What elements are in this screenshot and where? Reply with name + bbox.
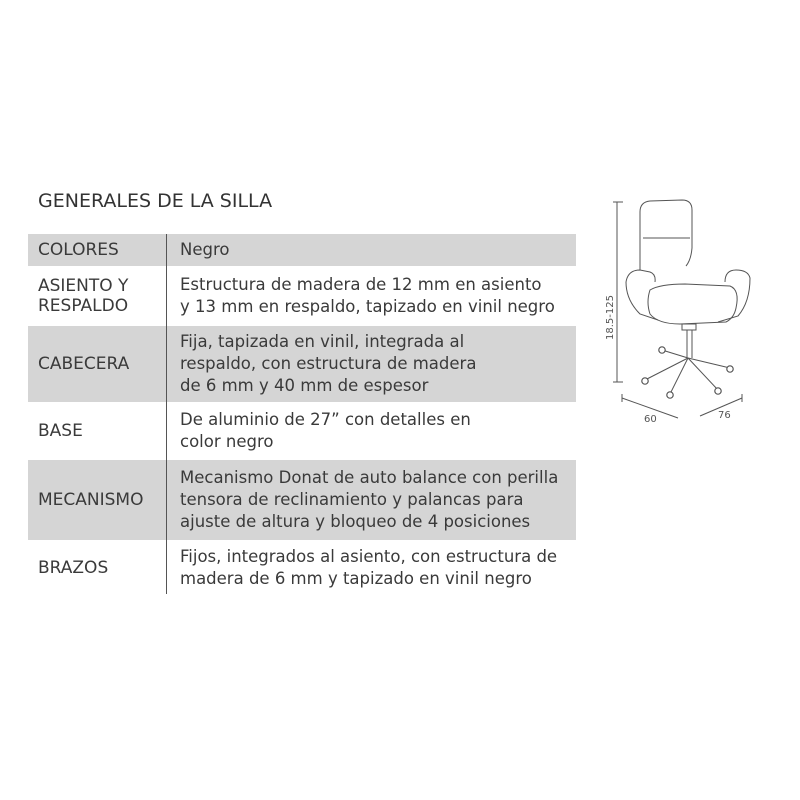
section-title: GENERALES DE LA SILLA bbox=[38, 190, 273, 212]
caster-wheel bbox=[642, 378, 648, 384]
spec-value: Fija, tapizada en vinil, integrada al respaldo, con estructura de madera de 6 mm y 40 mm de espesor bbox=[180, 332, 477, 395]
seat-outline bbox=[648, 284, 737, 324]
base-leg bbox=[645, 358, 688, 380]
left-arm-outline bbox=[626, 270, 655, 282]
spec-label: BASE bbox=[38, 421, 83, 441]
spec-row-colores bbox=[28, 234, 576, 266]
spec-row-base bbox=[28, 402, 576, 460]
spec-value: Mecanismo Donat de auto balance con perilla tensora de reclinamiento y palancas para ajuste de altura y bloqueo de 4 posiciones bbox=[180, 468, 559, 531]
spec-row-asiento bbox=[28, 266, 576, 326]
spec-row-mecanismo bbox=[28, 460, 576, 540]
chair-dimension-diagram bbox=[600, 190, 770, 440]
specs-table bbox=[28, 234, 576, 596]
spec-value: Negro bbox=[180, 240, 230, 259]
backrest-outline bbox=[640, 200, 692, 270]
spec-value: Fijos, integrados al asiento, con estructura de madera de 6 mm y tapizado en vinil negro bbox=[180, 547, 558, 588]
spec-label: BRAZOS bbox=[38, 558, 109, 578]
spec-label: COLORES bbox=[38, 240, 119, 260]
spec-label: ASIENTO Y RESPALDO bbox=[38, 276, 129, 316]
spec-row-brazos bbox=[28, 540, 576, 596]
spec-row-cabecera bbox=[28, 326, 576, 402]
height-label: 18.5-125 bbox=[605, 295, 616, 340]
mechanism-block bbox=[682, 324, 696, 330]
spec-value: De aluminio de 27” con detalles en color negro bbox=[180, 410, 471, 451]
width-label: 60 bbox=[644, 414, 657, 425]
spec-label: CABECERA bbox=[38, 354, 130, 374]
depth-label: 76 bbox=[718, 410, 731, 421]
column-divider bbox=[166, 234, 167, 594]
spec-value: Estructura de madera de 12 mm en asiento y 13 mm en respaldo, tapizado en vinil negro bbox=[180, 275, 555, 316]
spec-label: MECANISMO bbox=[38, 490, 144, 510]
